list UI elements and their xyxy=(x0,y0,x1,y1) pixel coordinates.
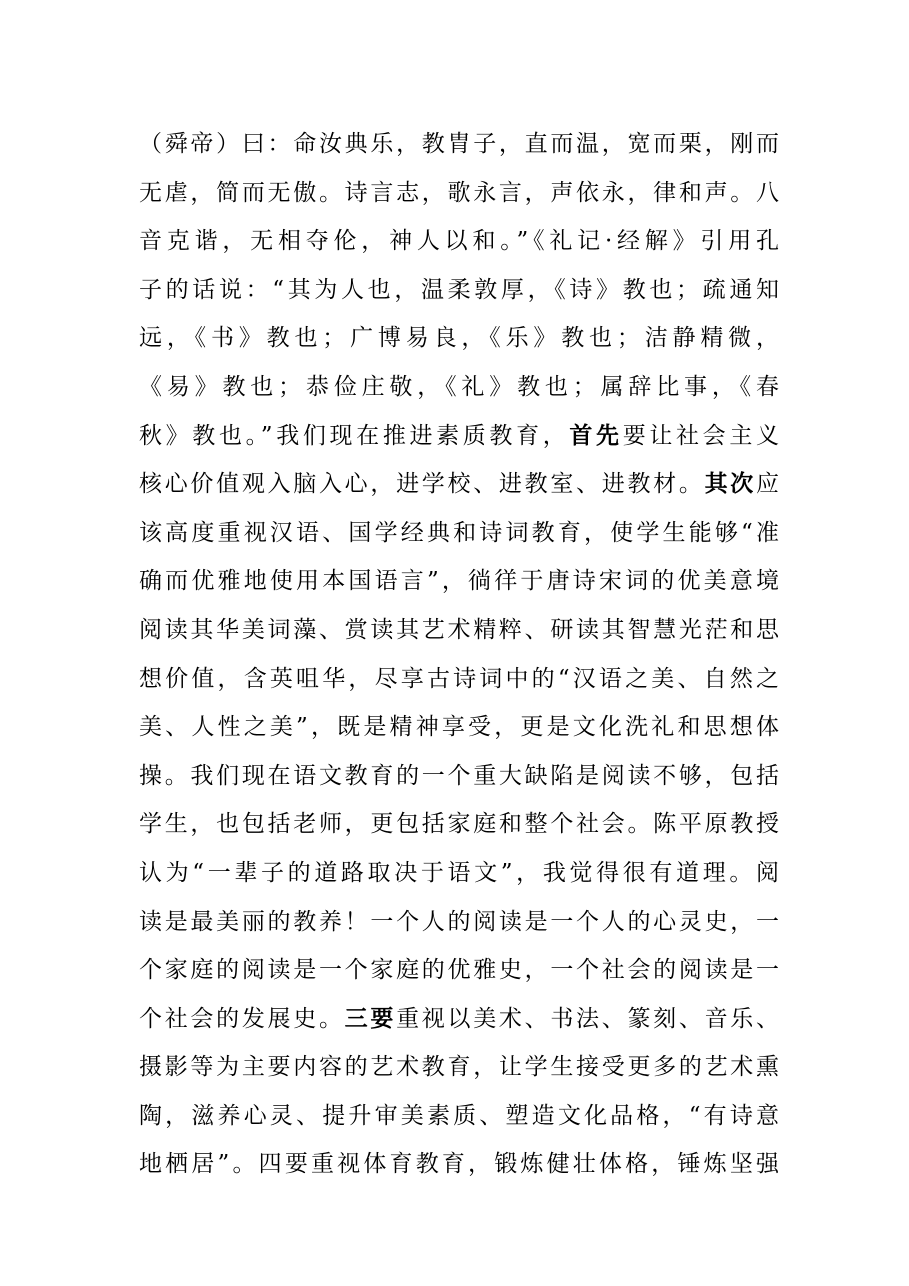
text-span: 美、人性之美”，既是精神享受，更是文化洗礼和思想体 xyxy=(139,714,779,741)
text-line xyxy=(139,1092,779,1141)
text-span: 认为“一辈子的道路取决于语文”，我觉得很有道理。阅 xyxy=(139,859,779,886)
bold-text-span: 其次 xyxy=(704,470,756,498)
text-line xyxy=(139,169,779,218)
text-line xyxy=(139,849,779,898)
text-span: （舜帝）曰：命汝典乐，教胄子，直而温，宽而栗，刚而 xyxy=(139,131,779,157)
text-span: 重视以美术、书法、篆刻、音乐、 xyxy=(396,1005,779,1032)
text-line xyxy=(139,1140,779,1189)
text-span: 秋》教也。”我们现在推进素质教育， xyxy=(139,422,570,449)
text-line xyxy=(139,363,779,412)
body-text xyxy=(139,120,779,1189)
text-span: 应 xyxy=(756,471,779,498)
text-line xyxy=(139,703,779,752)
text-span: 学生，也包括老师，更包括家庭和整个社会。陈平原教授 xyxy=(139,811,779,838)
text-line xyxy=(139,460,779,509)
text-span: 个社会的发展史。 xyxy=(139,1005,345,1032)
text-span: 地栖居”。四要重视体育教育，锻炼健壮体格，锤炼坚强 xyxy=(139,1151,779,1178)
text-line xyxy=(139,898,779,947)
text-span: 远，《书》教也；广博易良，《乐》教也；洁静精微， xyxy=(139,325,779,352)
text-line xyxy=(139,217,779,266)
text-span: 音克谐，无相夺伦，神人以和。”《礼记·经解》引用孔 xyxy=(139,228,779,255)
text-line xyxy=(139,314,779,363)
text-span: 核心价值观入脑入心，进学校、进教室、进教材。 xyxy=(139,471,705,498)
text-span: 想价值，含英咀华，尽享古诗词中的“汉语之美、自然之 xyxy=(139,665,779,692)
text-line xyxy=(139,995,779,1044)
text-span: 陶，滋养心灵、提升审美素质、塑造文化品格，“有诗意 xyxy=(139,1102,779,1129)
text-line xyxy=(139,800,779,849)
text-span: 个家庭的阅读是一个家庭的优雅史，一个社会的阅读是一 xyxy=(139,957,779,984)
bold-text-span: 首先 xyxy=(569,421,623,449)
text-span: 子的话说：“其为人也，温柔敦厚，《诗》教也；疏通知 xyxy=(139,276,779,303)
text-span: 确而优雅地使用本国语言”，徜徉于唐诗宋词的优美意境 xyxy=(139,568,779,595)
text-span: 操。我们现在语文教育的一个重大缺陷是阅读不够，包括 xyxy=(139,762,779,789)
text-line xyxy=(139,266,779,315)
text-line xyxy=(139,509,779,558)
text-line xyxy=(139,655,779,704)
text-span: 《易》教也；恭俭庄敬，《礼》教也；属辞比事，《春 xyxy=(139,373,779,400)
text-line xyxy=(139,557,779,606)
text-line xyxy=(139,752,779,801)
text-span: 要让社会主义 xyxy=(622,422,779,449)
text-line xyxy=(139,606,779,655)
text-span: 阅读其华美词藻、赏读其艺术精粹、研读其智慧光茫和思 xyxy=(139,616,779,643)
text-line xyxy=(139,412,779,461)
bold-text-span: 三要 xyxy=(344,1004,397,1032)
text-line xyxy=(139,946,779,995)
text-line xyxy=(139,120,779,169)
text-line xyxy=(139,1043,779,1092)
text-span: 读是最美丽的教养！一个人的阅读是一个人的心灵史，一 xyxy=(139,908,779,935)
text-span: 摄影等为主要内容的艺术教育，让学生接受更多的艺术熏 xyxy=(139,1054,779,1081)
text-span: 无虐，简而无傲。诗言志，歌永言，声依永，律和声。八 xyxy=(139,179,779,206)
text-span: 该高度重视汉语、国学经典和诗词教育，使学生能够“准 xyxy=(139,519,779,546)
